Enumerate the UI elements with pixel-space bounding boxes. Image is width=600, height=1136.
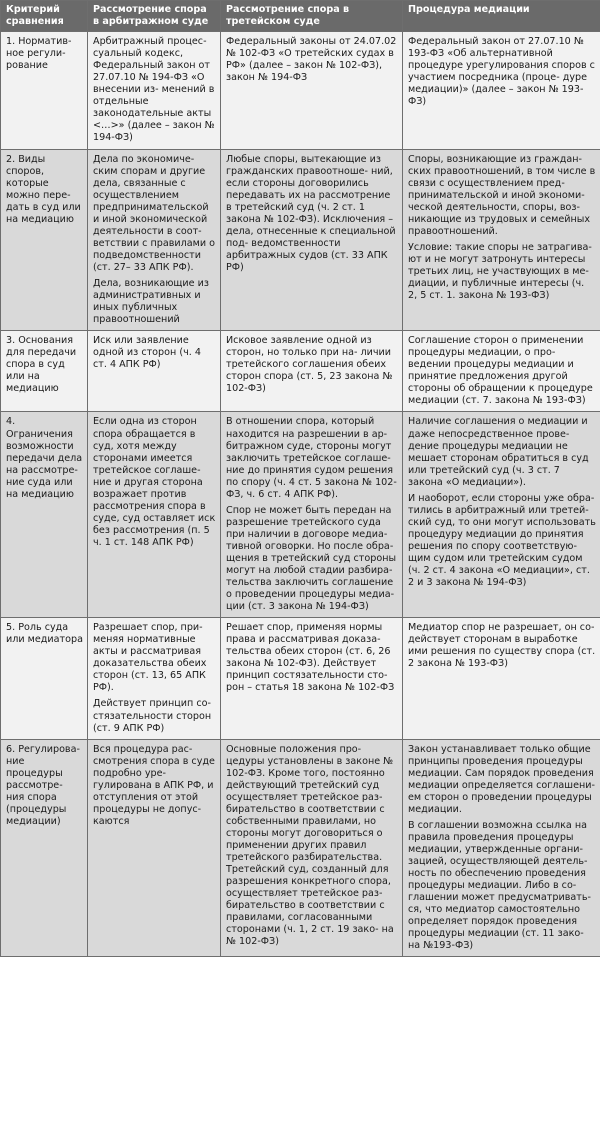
header-mediation: Процедура медиации [403,1,600,32]
cell-treteisky [221,331,403,412]
cell-paragraph: Медиатор спор не разрешает, он со- действует сторонам в выработке ими решения по существу спора (ст. 2 закона № 193-ФЗ) [408,622,596,670]
cell-paragraph: Основные положения про- цедуры установлены в законе № 102-ФЗ. Кроме того, постоянно действующий третейский суд осуществляет третейское раз- бирательство в соответствии с собственными правилами, но стороны могут договориться о применении других правил третейского разбирательства. Третейский суд, созданный для разрешения конкретного спора, осуществляет третейское раз- бирательство в соответствии с правилами, согласованными сторонами (ч. 1, 2 ст. 19 зако- на № 102-ФЗ) [226,743,394,948]
cell-paragraph: Споры, возникающие из граждан- ских правоотношений, в том числе в связи с осуществлением пред- принимательской и иной экономи- ческой деятельности, споры, воз- никающие из трудовых и семейных правоотношений. [408,153,596,237]
cell-paragraph: Федеральный закон от 27.07.10 № 193-ФЗ «Об альтернативной процедуре урегулирования споров с участием посредника (проце- дуре медиации)» (далее – закон № 193- ФЗ) [408,36,595,108]
cell-paragraph: Наличие соглашения о медиации и даже непосредственное прове- дение процедуры медиации не мешает сторонам обратиться в суд или третейский суд (ч. 3 ст. 7 закона «О медиации»). [408,416,589,488]
cell-arbitration [88,739,221,957]
cell-paragraph: Арбитражный процес- суальный кодекс, Федеральный закон от 27.07.10 № 194-ФЗ «О внесении из- менений в отдельные законодательные акты <…>» (далее – закон № 194-ФЗ) [93,36,215,144]
cell-paragraph: И наоборот, если стороны уже обра- тились в арбитражный или третей- ский суд, то они могут использовать процедуру медиации до принятия решения по спору соответствую- щим судом или третейским судом (ч. 2 ст. 4 закона «О медиации», ст. 2 и 3 закона № 194-ФЗ) [408,492,596,589]
cell-treteisky [221,618,403,739]
cell-paragraph: В отношении спора, который находится на разрешении в ар- битражном суде, стороны могут заключить третейское соглаше- ние до принятия судом решения по спору (ч. 4 ст. 5 закона № 102- ФЗ, ч. 6 ст. 4 АПК РФ). [226,416,397,500]
cell-arbitration [88,412,221,618]
cell-paragraph: Дела по экономиче- ским спорам и другие дела, связанные с осуществлением предпринимательской и иной экономической деятельности в соот- ветствии с правилами о подведомственности (ст. 27– 33 АПК РФ). [93,153,216,273]
cell-paragraph: Закон устанавливает только общие принципы проведения процедуры медиации. Сам порядок проведения медиации определяется соглашени- ем сторон о проведении процедуры медиации. [408,743,595,815]
header-arbitration: Рассмотрение спора в арбитражном суде [88,1,221,32]
cell-paragraph: Разрешает спор, при- меняя нормативные акты и рассматривая доказательства обеих сторон (ст. 13, 65 АПК РФ). [93,622,207,694]
cell-criterion: 5. Роль суда или медиатора [1,618,88,739]
cell-paragraph: Спор не может быть передан на разрешение третейского суда при наличии в договоре медиа- тивной оговорки. Но после обра- щения в третейский суд стороны могут на любой стадии разбира- тельства заключить соглашение о проведении процедуры медиа- ции (ст. 3 закона № 194-ФЗ) [226,504,397,613]
cell-paragraph: Условие: такие споры не затрагива- ют и не могут затронуть интересы третьих лиц, не участвующих в ме- диации, и публичные интересы (ч. 2, 5 ст. 1. закона № 193-ФЗ) [408,241,592,302]
cell-arbitration [88,331,221,412]
cell-paragraph: Любые споры, вытекающие из гражданских правоотноше- ний, если стороны договорились передавать их на рассмотрение в третейский суд (ч. 2 ст. 1 закона № 102-ФЗ). Исключения – дела, отнесенные к специальной под- ведомственности арбитражных судов (ст. 33 АПК РФ) [226,153,396,273]
table-header-row [1,1,600,32]
cell-treteisky [221,412,403,618]
cell-treteisky [221,149,403,331]
cell-paragraph: Федеральный законы от 24.07.02 № 102-ФЗ «О третейских судах в РФ» (далее – закон № 102-ФЗ), закон № 194-ФЗ [226,36,397,84]
cell-arbitration [88,32,221,149]
table-row [1,412,600,618]
cell-mediation [403,149,600,331]
cell-criterion: 2. Виды споров, которые можно пере- дать в суд или на медиацию [1,149,88,331]
cell-arbitration [88,618,221,739]
cell-mediation [403,412,600,618]
table-body [1,32,600,957]
cell-paragraph: Иск или заявление одной из сторон (ч. 4 ст. 4 АПК РФ) [93,335,201,371]
cell-paragraph: Соглашение сторон о применении процедуры медиации, о про- ведении процедуры медиации и принятие предложения другой стороны об обращении к процедуре медиации (ст. 7. закона № 193-ФЗ) [408,335,593,407]
cell-paragraph: Дела, возникающие из административных и иных публичных правоотношений [93,277,209,326]
cell-criterion: 4. Ограничения возможности передачи дела на рассмотре- ние суда или на медиацию [1,412,88,618]
cell-paragraph: Решает спор, применяя нормы права и рассматривая доказа- тельства обеих сторон (ст. 6, 26 закона № 102-ФЗ). Действует принцип состязательности сто- рон – статья 18 закона № 102-ФЗ [226,622,395,694]
cell-arbitration [88,149,221,331]
header-treteisky: Рассмотрение спора в третейском суде [221,1,403,32]
cell-paragraph: Действует принцип со- стязательности сторон (ст. 9 АПК РФ) [93,698,212,734]
cell-treteisky [221,739,403,957]
cell-mediation [403,739,600,957]
cell-criterion: 6. Регулирова- ние процедуры рассмотре- ния спора (процедуры медиации) [1,739,88,957]
table-row [1,149,600,331]
cell-treteisky [221,32,403,149]
table-row [1,739,600,957]
cell-paragraph: Если одна из сторон спора обращается в суд, хотя между сторонами имеется третейское соглаше- ние и другая сторона возражает против рассмотрения спора в суде, суд оставляет иск без рассмотрения (п. 5 ч. 1 ст. 148 АПК РФ) [93,416,216,548]
cell-criterion: 1. Норматив- ное регули- рование [1,32,88,149]
cell-criterion: 3. Основания для передачи спора в суд или на медиацию [1,331,88,412]
table-row [1,618,600,739]
cell-paragraph: В соглашении возможна ссылка на правила проведения процедуры медиации, утвержденные органи- зацией, осуществляющей деятель- ность по обеспечению проведения процедуры медиации. Либо в со- глашении может предусматривать- ся, что медиатор самостоятельно определяет порядок проведения процедуры медиации (ст. 11 зако- на №193-ФЗ) [408,819,591,952]
cell-mediation [403,32,600,149]
cell-paragraph: Исковое заявление одной из сторон, но только при на- личии третейского соглашения обеих сторон спора (ст. 5, 23 закона № 102-ФЗ) [226,335,393,395]
table-row [1,331,600,412]
cell-mediation [403,331,600,412]
table-row [1,32,600,149]
header-criterion: Критерий сравнения [1,1,88,32]
cell-paragraph: Вся процедура рас- смотрения спора в суде подробно уре- гулирована в АПК РФ, и отступления от этой процедуры не допус- каются [93,743,215,827]
cell-mediation [403,618,600,739]
